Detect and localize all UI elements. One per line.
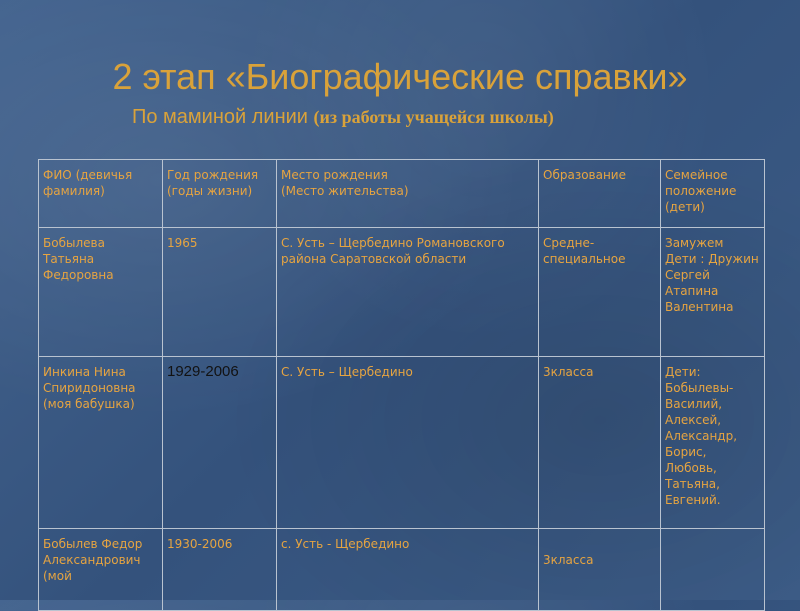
cell-fio: Инкина Нина Спиридоновна (моя бабушка) xyxy=(39,357,163,529)
biography-table xyxy=(38,159,765,611)
header-education: Образование xyxy=(539,160,661,228)
cell-family-children-2: Атапина Валентина xyxy=(665,284,734,314)
header-year-note: (годы жизни) xyxy=(167,184,253,198)
header-fio: ФИО (девичья фамилия) xyxy=(39,160,163,228)
header-year-label: Год рождения xyxy=(167,168,259,182)
cell-family: Дети: Бобылевы-Василий, Алексей, Александр, Борис, Любовь, Татьяна, Евгений. xyxy=(661,357,765,529)
cell-fio: Бобылев Федор Александрович (мой xyxy=(39,529,163,611)
header-family-note: (дети) xyxy=(665,200,705,214)
cell-education xyxy=(539,529,661,611)
subtitle-text: По маминой линии xyxy=(132,106,308,128)
cell-place: С. Усть – Щербедино xyxy=(277,357,539,529)
header-year xyxy=(163,160,277,228)
cell-family xyxy=(661,529,765,611)
cell-education-text: 3класса xyxy=(543,553,594,567)
cell-year: 1965 xyxy=(163,228,277,357)
header-place-note: (Место жительства) xyxy=(281,184,409,198)
cell-education: Средне-специальное xyxy=(539,228,661,357)
cell-place: с. Усть - Щербедино xyxy=(277,529,539,611)
slide-title: 2 этап «Биографические справки» xyxy=(112,56,688,97)
subtitle-note: (из работы учащейся школы) xyxy=(313,107,554,127)
header-place-label: Место рождения xyxy=(281,168,388,182)
header-family xyxy=(661,160,765,228)
cell-family-status: Замужем xyxy=(665,236,724,250)
cell-year: 1929-2006 xyxy=(163,357,277,529)
table-row xyxy=(39,357,765,529)
cell-family-children: Дети : Дружин Сергей xyxy=(665,252,759,282)
cell-fio: Бобылева Татьяна Федоровна xyxy=(39,228,163,357)
cell-year: 1930-2006 xyxy=(163,529,277,611)
cell-family xyxy=(661,228,765,357)
table-row xyxy=(39,529,765,611)
cell-education: 3класса xyxy=(539,357,661,529)
header-family-label: Семейное положение xyxy=(665,168,737,198)
cell-place: С. Усть – Щербедино Романовского района Саратовской области xyxy=(277,228,539,357)
table-header-row xyxy=(39,160,765,228)
slide-subtitle xyxy=(132,106,800,129)
table-row xyxy=(39,228,765,357)
header-place xyxy=(277,160,539,228)
